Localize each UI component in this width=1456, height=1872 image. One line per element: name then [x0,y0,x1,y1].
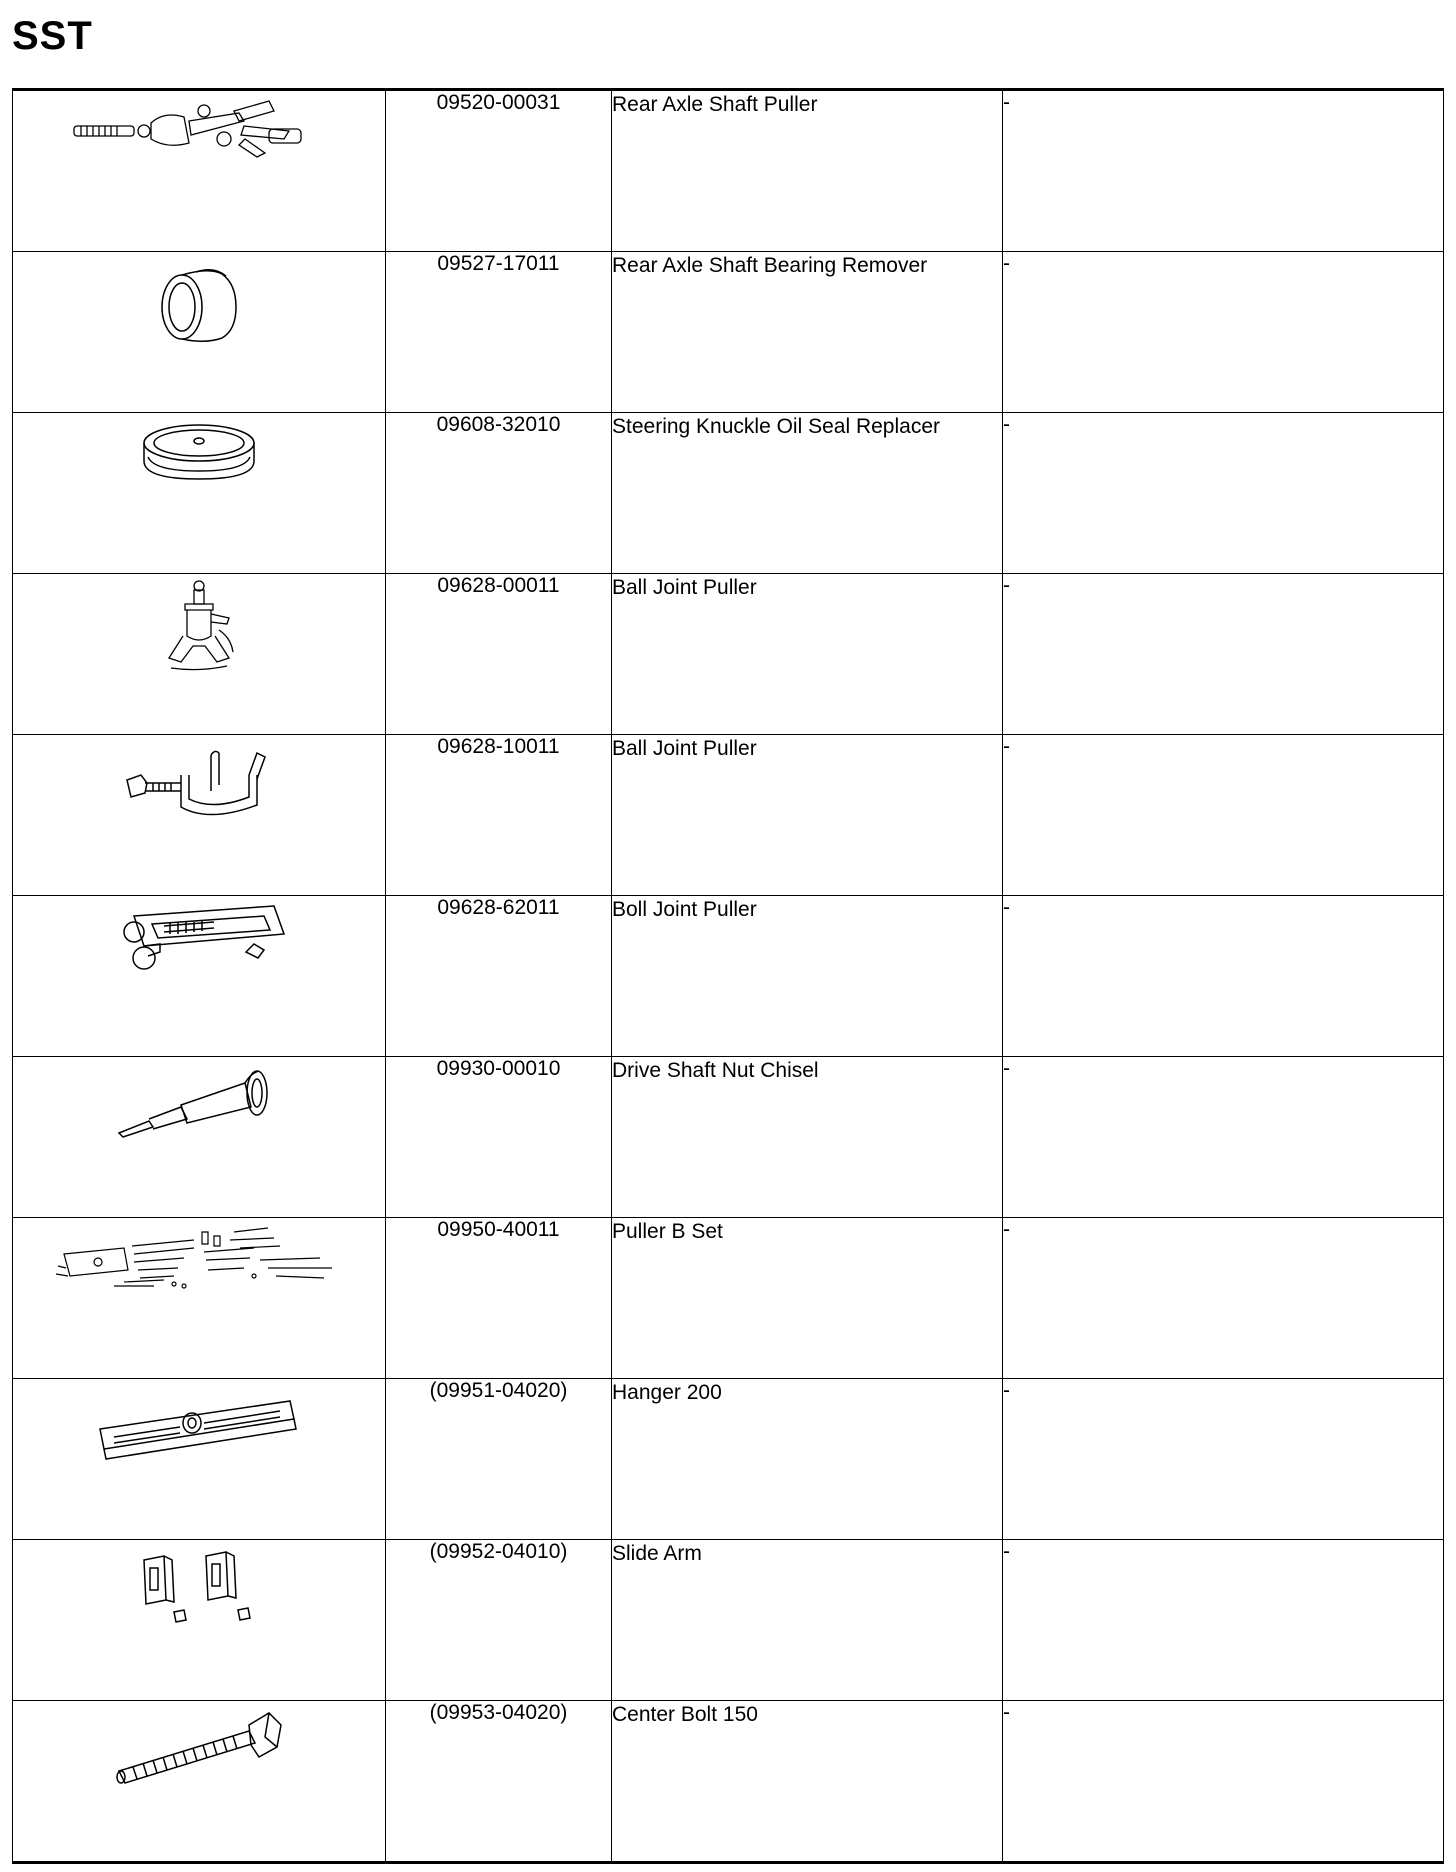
tool-name: Boll Joint Puller [612,898,757,921]
note-cell [1003,574,1444,735]
note: - [1003,91,1010,114]
tool-name: Slide Arm [612,1542,702,1565]
tool-name-cell [612,896,1003,1057]
tool-name: Ball Joint Puller [612,576,757,599]
tool-image-cell [13,1701,386,1863]
tool-image-cell [13,252,386,413]
ball-joint-puller-illustration [149,574,249,684]
table-row [13,896,1444,1057]
part-number: (09951-04020) [429,1379,568,1402]
note: - [1003,1540,1010,1563]
note: - [1003,1701,1010,1724]
part-number-cell [386,1379,612,1540]
part-number-cell [386,90,612,252]
tool-name: Puller B Set [612,1220,723,1243]
chisel-illustration [109,1057,289,1147]
table-row [13,1057,1444,1218]
part-number-cell [386,735,612,896]
table-row [13,1701,1444,1863]
tool-name: Rear Axle Shaft Puller [612,93,818,116]
note-cell [1003,896,1444,1057]
tool-name: Steering Knuckle Oil Seal Replacer [612,415,941,438]
tool-name: Hanger 200 [612,1381,722,1404]
note-cell [1003,413,1444,574]
part-number: (09953-04020) [429,1701,568,1724]
note-cell [1003,1218,1444,1379]
tool-name-cell [612,413,1003,574]
note-cell [1003,735,1444,896]
tool-name-cell [612,1540,1003,1701]
tool-name-cell [612,574,1003,735]
slide-arm-illustration [134,1540,264,1630]
table-row [13,252,1444,413]
table-row [13,1379,1444,1540]
table-row [13,1218,1444,1379]
ball-joint-puller-illustration [119,735,279,835]
note: - [1003,1057,1010,1080]
tool-name: Rear Axle Shaft Bearing Remover [612,254,928,277]
table-row [13,1540,1444,1701]
tool-name-cell [612,90,1003,252]
oil-seal-replacer-illustration [134,413,264,493]
note-cell [1003,1540,1444,1701]
tool-name: Center Bolt 150 [612,1703,758,1726]
tool-image-cell [13,1540,386,1701]
part-number-cell [386,574,612,735]
tool-image-cell [13,1057,386,1218]
note-cell [1003,90,1444,252]
part-number-cell [386,1701,612,1863]
table-row [13,90,1444,252]
center-bolt-illustration [109,1701,289,1791]
rear-axle-shaft-puller-illustration [69,91,329,161]
part-number-cell [386,1540,612,1701]
note: - [1003,896,1010,919]
bearing-remover-illustration [144,252,254,352]
hanger-illustration [94,1379,304,1469]
note-cell [1003,252,1444,413]
note: - [1003,735,1010,758]
note: - [1003,1218,1010,1241]
part-number-cell [386,1057,612,1218]
table-row [13,413,1444,574]
tool-name-cell [612,735,1003,896]
part-number: 09520-00031 [436,91,561,114]
note: - [1003,574,1010,597]
note-cell [1003,1057,1444,1218]
boll-joint-puller-illustration [104,896,294,976]
part-number: 09608-32010 [436,413,561,436]
tool-image-cell [13,413,386,574]
tool-image-cell [13,1379,386,1540]
part-number-cell [386,413,612,574]
puller-b-set-illustration [54,1218,344,1298]
page-title: SST [12,14,93,58]
tool-image-cell [13,735,386,896]
tool-name-cell [612,252,1003,413]
tool-name-cell [612,1379,1003,1540]
part-number-cell [386,1218,612,1379]
tool-name: Drive Shaft Nut Chisel [612,1059,819,1082]
tool-name: Ball Joint Puller [612,737,757,760]
tool-name-cell [612,1701,1003,1863]
part-number-cell [386,252,612,413]
note-cell [1003,1379,1444,1540]
tool-image-cell [13,90,386,252]
note-cell [1003,1701,1444,1863]
sst-table [12,88,1444,1864]
tool-image-cell [13,896,386,1057]
part-number: 09950-40011 [437,1218,560,1241]
table-row [13,735,1444,896]
part-number: (09952-04010) [429,1540,568,1563]
note: - [1003,413,1010,436]
part-number: 09628-00011 [437,574,560,597]
part-number: 09628-10011 [437,735,560,758]
tool-name-cell [612,1057,1003,1218]
table-row [13,574,1444,735]
part-number: 09930-00010 [436,1057,561,1080]
tool-image-cell [13,1218,386,1379]
part-number: 09628-62011 [437,896,560,919]
part-number: 09527-17011 [437,252,560,275]
note: - [1003,1379,1010,1402]
part-number-cell [386,896,612,1057]
tool-image-cell [13,574,386,735]
note: - [1003,252,1010,275]
tool-name-cell [612,1218,1003,1379]
